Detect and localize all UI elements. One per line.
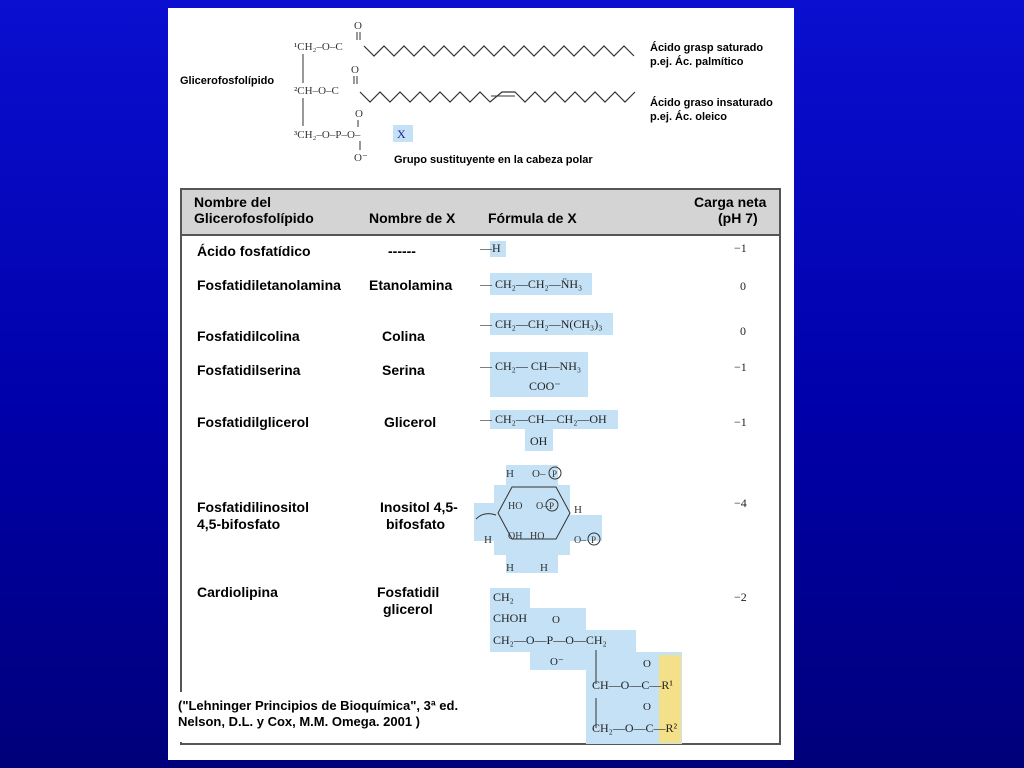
svg-text:H: H [574,504,582,516]
svg-text:P: P [549,501,555,511]
charge-ps: −1 [734,360,747,374]
unsaturated-chain [360,92,635,102]
row-x-pip2-line2: bifosfato [386,516,446,532]
formula-pa: —H [480,241,506,257]
row-name-pg: Fosfatidilglicerol [197,414,310,430]
cardiolipin-ominus: O⁻ [550,656,564,668]
citation-line2: Nelson, D.L. y Cox, M.M. Omega. 2001 ) [178,714,421,729]
charge-pa: −1 [734,241,747,255]
formula-ps-line1: — CH₂— CH—NH₃ [480,359,582,373]
c3-text: ³CH₂–O–P–O– [294,129,361,141]
charge-pc: 0 [740,324,746,338]
formula-pe: — CH₂—CH₂—N̈H₃ [480,273,592,295]
row-x-pip2-line1: Inositol 4,5- [380,499,458,515]
row-x-pg: Glicerol [384,414,437,430]
row-name-pe: Fosfatidiletanolamina [197,277,341,293]
c1-text: ¹CH₂–O–C [294,41,343,53]
row-name-pip2-line1: Fosfatidilinositol [197,499,309,515]
formula-pg-line1: — CH₂—CH—CH₂—OH [480,412,607,426]
charge-pe: 0 [740,279,746,293]
svg-text:H: H [506,468,514,480]
cardiolipin-o-top: O [552,614,560,626]
svg-text:P: P [552,469,558,479]
slide [168,8,794,760]
citation-line1: ("Lehninger Principios de Bioquímica", 3ª ed. [178,698,459,713]
phosphate-oxygen-top: O [355,108,363,120]
header-name-line1: Nombre del [194,194,272,210]
unsaturated-label-line2: p.ej. Ác. oleico [650,111,728,123]
c1-oxygen: O [354,20,362,32]
header-charge-line1: Carga neta [694,194,767,210]
formula-pc: — CH₂—CH₂—N(CH₃)₃ [480,313,613,335]
cardiolipin-ch2-ester: CH₂—O—C—R² [592,721,678,735]
svg-text:H: H [506,562,514,574]
svg-text:HO: HO [508,501,523,512]
cardiolipin-phosphate: CH₂—O—P—O—CH₂ [493,633,607,647]
svg-text:HO: HO [530,531,545,542]
row-x-cardiolipin-line2: glicerol [383,601,433,617]
c2-oxygen: O [351,64,359,76]
row-name-phosphatidic-acid: Ácido fosfatídico [197,243,311,259]
saturated-label-line2: p.ej. Ác. palmítico [650,56,744,68]
cardiolipin-ch-ester: CH—O—C—R¹ [592,678,673,692]
svg-text:P: P [591,535,597,545]
charge-cardiolipin: −2 [734,590,747,604]
phosphate-oxygen-bottom: O⁻ [354,152,368,164]
row-name-pc: Fosfatidilcolina [197,328,300,344]
row-x-ps: Serina [382,362,425,378]
citation [178,692,508,742]
row-name-cardiolipin: Cardiolipina [197,584,278,600]
svg-text:O–: O– [532,468,546,480]
glycerophospholipid-label: Glicerofosfolípido [180,75,275,87]
svg-text:H: H [540,562,548,574]
header-x-name: Nombre de X [369,210,456,226]
row-x-phosphatidic-acid: ------ [388,243,416,259]
saturated-label-line1: Ácido grasp saturado [650,42,764,54]
row-x-pe: Etanolamina [369,277,453,293]
svg-text:O–: O– [574,535,587,546]
inositol-structure [474,463,610,575]
header-charge-line2: (pH 7) [718,210,758,226]
svg-text:OH: OH [508,531,523,542]
row-x-pc: Colina [382,328,425,344]
polar-head-label: Grupo sustituyente en la cabeza polar [394,154,593,166]
row-name-ps: Fosfatidilserina [197,362,301,378]
cardiolipin-ester-o2: O [643,701,651,713]
header-formula: Fórmula de X [488,210,577,226]
formula-ps-line2: COO⁻ [529,379,561,393]
header-name-line2: Glicerofosfolípido [194,210,314,226]
svg-text:O–: O– [536,501,549,512]
cardiolipin-choh: CHOH [493,611,528,625]
cardiolipin-ester-o1: O [643,658,651,670]
charge-pip2: −4 [734,496,747,510]
x-group: X [397,127,406,141]
cardiolipin-ch2-top: CH₂ [493,590,514,604]
unsaturated-label-line1: Ácido graso insaturado [650,97,773,109]
saturated-chain [364,46,634,56]
svg-text:H: H [484,534,492,546]
c2-text: ²CH–O–C [294,85,339,97]
row-x-cardiolipin-line1: Fosfatidil [377,584,440,600]
row-name-pip2-line2: 4,5-bifosfato [197,516,281,532]
formula-pg-line2: OH [530,434,548,448]
charge-pg: −1 [734,415,747,429]
